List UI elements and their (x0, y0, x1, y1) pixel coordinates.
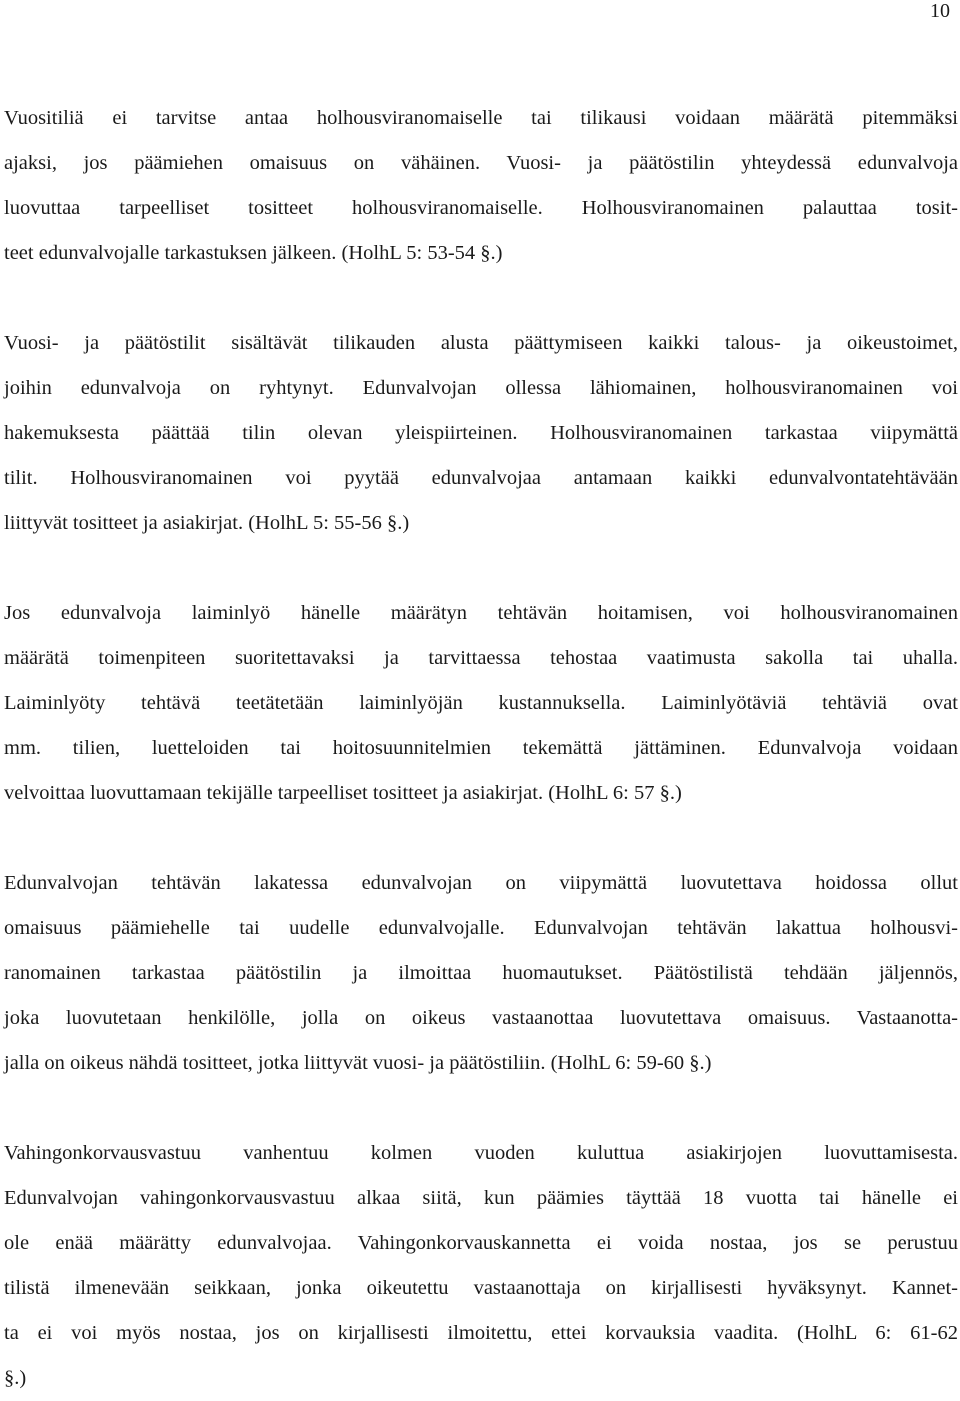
text-line: mm. tilien, luetteloiden tai hoitosuunnitelmien tekemättä jättäminen. Edunvalvoja voidaan (4, 737, 958, 759)
text-line: Laiminlyöty tehtävä teetätetään laiminlyöjän kustannuksella. Laiminlyötäviä tehtäviä ovat (4, 692, 958, 714)
text-line: tilit. Holhousviranomainen voi pyytää edunvalvojaa antamaan kaikki edunvalvontatehtävään (4, 467, 958, 489)
text-line: Jos edunvalvoja laiminlyö hänelle määrätyn tehtävän hoitamisen, voi holhousviranomainen (4, 602, 958, 624)
text-line: Edunvalvojan tehtävän lakatessa edunvalvojan on viipymättä luovutettava hoidossa ollut (4, 872, 958, 894)
text-line: joka luovutetaan henkilölle, jolla on oikeus vastaanottaa luovutettava omaisuus. Vastaanotta- (4, 1007, 958, 1029)
text-line: §.) (4, 1367, 27, 1389)
text-line: ole enää määrätty edunvalvojaa. Vahingonkorvauskannetta ei voida nostaa, jos se perustuu (4, 1232, 958, 1254)
text-line: ranomainen tarkastaa päätöstilin ja ilmoittaa huomautukset. Päätöstilistä tehdään jäljennös, (4, 962, 958, 984)
text-line: teet edunvalvojalle tarkastuksen jälkeen. (HolhL 5: 53-54 §.) (4, 242, 503, 264)
paragraph-annual-accounts (4, 96, 958, 276)
paragraph-end-of-guardianship (4, 861, 958, 1086)
text-line: hakemuksesta päättää tilin olevan yleispiirteinen. Holhousviranomainen tarkastaa viipymättä (4, 422, 958, 444)
text-line: Vahingonkorvausvastuu vanhentuu kolmen vuoden kuluttua asiakirjojen luovuttamisesta. (4, 1142, 958, 1164)
text-line: liittyvät tositteet ja asiakirjat. (HolhL 5: 55-56 §.) (4, 512, 410, 534)
paragraph-neglect-of-duty (4, 591, 958, 816)
text-line: Vuosi- ja päätöstilit sisältävät tilikauden alusta päättymiseen kaikki talous- ja oikeustoimet, (4, 332, 958, 354)
paragraph-liability (4, 1131, 958, 1401)
text-line: luovuttaa tarpeelliset tositteet holhousviranomaiselle. Holhousviranomainen palauttaa tosit- (4, 197, 958, 219)
text-line: omaisuus päämiehelle tai uudelle edunvalvojalle. Edunvalvojan tehtävän lakattua holhousvi- (4, 917, 958, 939)
text-line: jalla on oikeus nähdä tositteet, jotka liittyvät vuosi- ja päätöstiliin. (HolhL 6: 59-60 §.) (4, 1052, 712, 1074)
text-line: velvoittaa luovuttamaan tekijälle tarpeelliset tositteet ja asiakirjat. (HolhL 6: 57 §.) (4, 782, 682, 804)
text-line: määrätä toimenpiteen suoritettavaksi ja tarvittaessa tehostaa vaatimusta sakolla tai uhalla. (4, 647, 958, 669)
text-line: tilistä ilmenevään seikkaan, jonka oikeutettu vastaanottaja on kirjallisesti hyväksynyt. Kannet- (4, 1277, 958, 1299)
text-line: Edunvalvojan vahingonkorvausvastuu alkaa siitä, kun päämies täyttää 18 vuotta tai hänelle ei (4, 1187, 958, 1209)
paragraph-accounts-content (4, 321, 958, 546)
text-line: ta ei voi myös nostaa, jos on kirjallisesti ilmoitettu, ettei korvauksia vaadita. (HolhL 6: 61-62 (4, 1322, 958, 1344)
text-line: ajaksi, jos päämiehen omaisuus on vähäinen. Vuosi- ja päätöstilin yhteydessä edunvalvoja (4, 152, 958, 174)
text-line: joihin edunvalvoja on ryhtynyt. Edunvalvojan ollessa lähiomainen, holhousviranomainen voi (4, 377, 958, 399)
text-line: Vuositiliä ei tarvitse antaa holhousviranomaiselle tai tilikausi voidaan määrätä pitemmäksi (4, 107, 958, 129)
page-number: 10 (930, 0, 950, 22)
